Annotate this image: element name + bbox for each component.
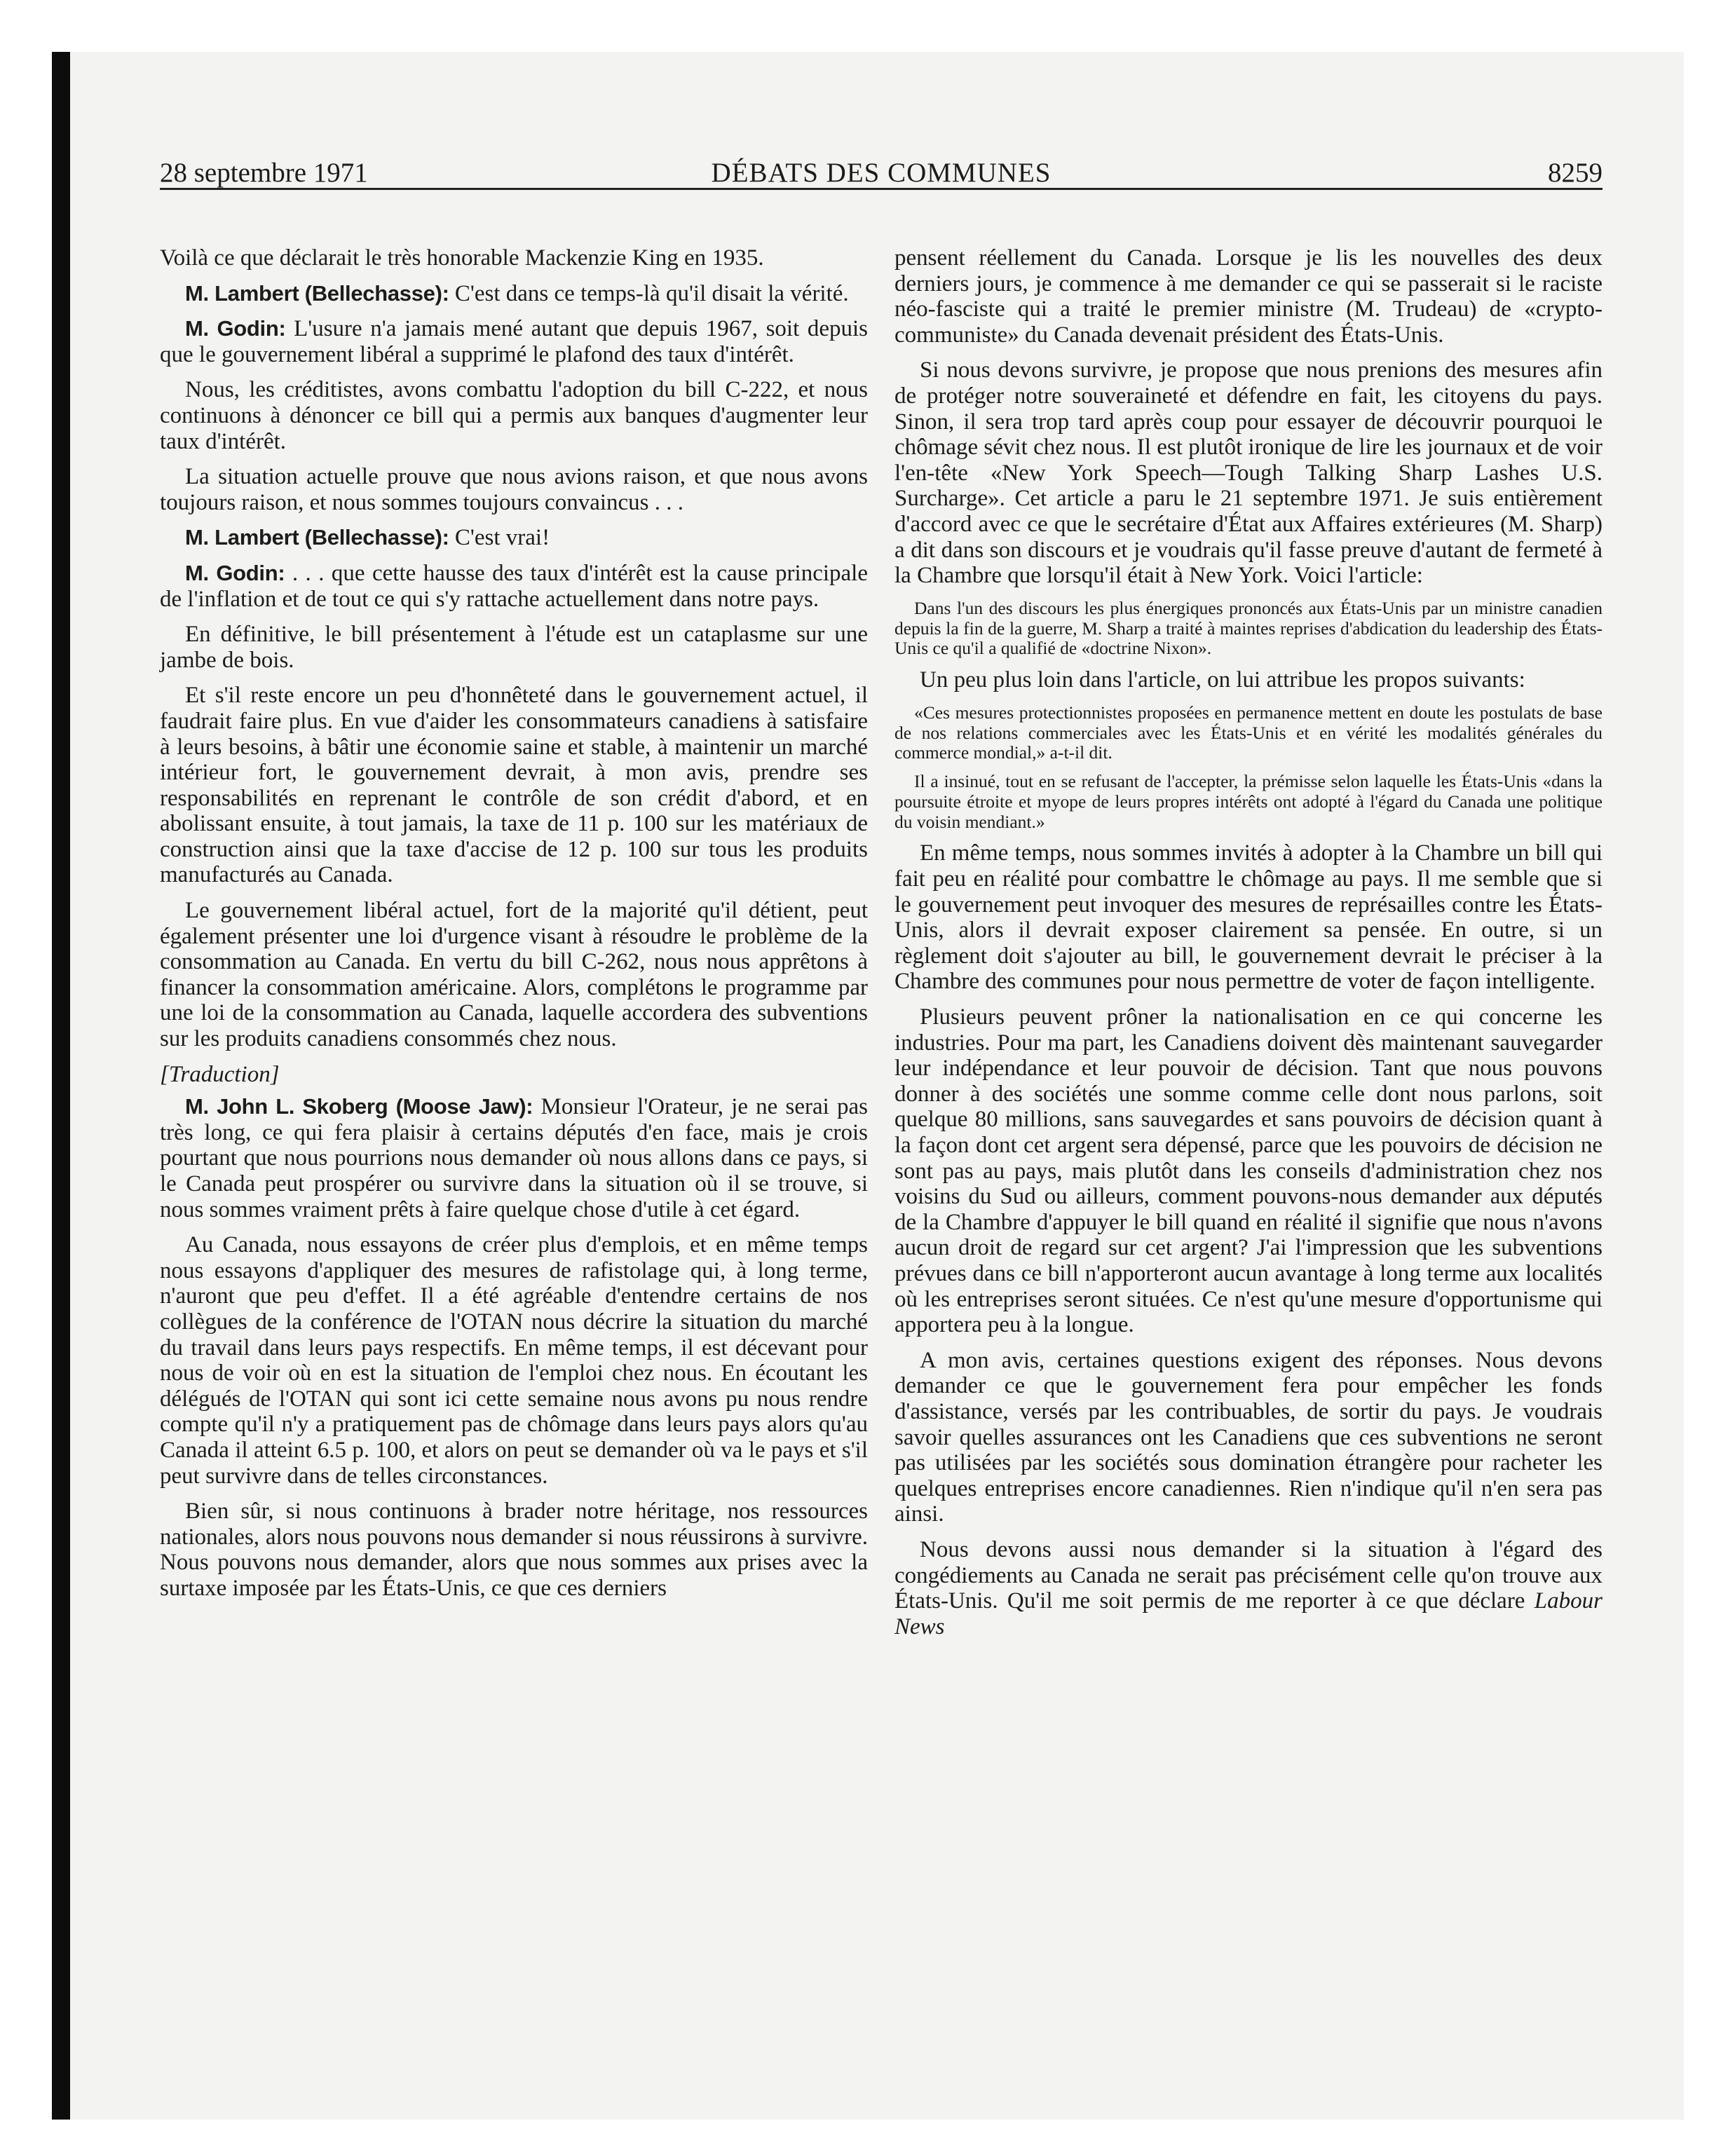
speaker-name: M. Lambert (Bellechasse): xyxy=(185,525,449,550)
right-column xyxy=(894,245,1603,1649)
block-quote: Il a insinué, tout en se refusant de l'accepter, la prémisse selon laquelle les États-Unis «dans la poursuite étroite et myope de leurs propres intérêts ont adopté à l'égard du Canada une politique du voisin mendiant.» xyxy=(894,771,1603,832)
paragraph: Le gouvernement libéral actuel, fort de la majorité qu'il détient, peut également présenter une loi d'urgence visant à résoudre le problème de la consommation au Canada. En vertu du bill C-262, nous nous apprêtons à financer la consommation américaine. Alors, complétons le programme par une loi de la consommation au Canada, laquelle accordera des subventions sur les produits canadiens consommés chez nous. xyxy=(160,898,868,1052)
speaker-name: M. Godin: xyxy=(185,560,285,585)
paragraph: Si nous devons survivre, je propose que nous prenions des mesures afin de protéger notre souveraineté et défendre en fait, les citoyens du pays. Sinon, il sera trop tard après coup pour essayer de découvrir pourquoi le chômage sévit chez nous. Il est plutôt ironique de lire les journaux et de voir l'en-tête «New York Speech—Tough Talking Sharp Lashes U.S. Surcharge». Cet article a paru le 21 septembre 1971. Je suis entièrement d'accord avec ce que le secrétaire d'État aux Affaires extérieures (M. Sharp) a dit dans son discours et je voudrais qu'il fasse preuve d'autant de fermeté à la Chambre que lorsqu'il était à New York. Voici l'article: xyxy=(894,357,1603,589)
header-date: 28 septembre 1971 xyxy=(160,158,368,188)
paragraph xyxy=(160,1094,868,1222)
paragraph xyxy=(160,561,868,612)
paragraph xyxy=(160,281,868,307)
speech-text: L'usure n'a jamais mené autant que depuis 1967, soit depuis que le gouvernement libéral a supprimé le plafond des taux d'intérêt. xyxy=(160,316,868,367)
paragraph: Voilà ce que déclarait le très honorable Mackenzie King en 1935. xyxy=(160,245,764,271)
speaker-name: M. Godin: xyxy=(185,316,286,341)
paragraph: La situation actuelle prouve que nous avions raison, et que nous avons toujours raison, et nous sommes toujours convaincus . . . xyxy=(160,464,868,515)
paragraph: Plusieurs peuvent prôner la nationalisation en ce qui concerne les industries. Pour ma part, les Canadiens doivent dès maintenant sauvegarder leur indépendance et leur pouvoir de décision. Tant que nous pouvons donner à des sociétés une somme comme celle dont nous parlons, soit quelque 80 millions, sans sauvegardes et sans pouvoirs de décision quant à la façon dont cet argent sera dépensé, parce que les pouvoirs de décision ne sont pas au pays, mais plutôt dans les conseils d'administration chez nos voisins du Sud ou ailleurs, comment pouvons-nous demander aux députés de la Chambre d'appuyer le bill quand en réalité il signifie que nous n'avons aucun droit de regard sur cet argent? J'ai l'impression que les subventions prévues dans ce bill n'apporteront aucun avantage à long terme aux localités où les entreprises seront situées. Ce n'est qu'une mesure d'opportunisme qui apportera peu à la longue. xyxy=(894,1004,1603,1338)
speaker-name: M. John L. Skoberg (Moose Jaw): xyxy=(185,1094,533,1119)
header-title: DÉBATS DES COMMUNES xyxy=(711,158,1052,188)
running-header xyxy=(160,156,1603,191)
left-column xyxy=(160,245,868,1611)
header-page-number: 8259 xyxy=(1548,158,1603,188)
paragraph xyxy=(160,316,868,367)
publication-title: Labour News xyxy=(894,1588,1603,1639)
paragraph: pensent réellement du Canada. Lorsque je lis les nouvelles des deux derniers jours, je commence à me demander ce qui se passerait si le raciste néo-fasciste qui a traité le premier ministre (M. Trudeau) de «crypto-communiste» du Canada devenait président des États-Unis. xyxy=(894,245,1603,348)
paragraph: Un peu plus loin dans l'article, on lui attribue les propos suivants: xyxy=(920,667,1525,693)
translation-tag: [Traduction] xyxy=(160,1061,280,1087)
paragraph xyxy=(160,525,868,551)
paragraph: Au Canada, nous essayons de créer plus d'emplois, et en même temps nous essayons d'appliquer des mesures de rafistolage qui, à long terme, n'auront que peu d'effet. Il a été agréable d'entendre certains de nos collègues de la conférence de l'OTAN nous décrire la situation du marché du travail dans leurs pays respectifs. En même temps, il est décevant pour nous de voir où en est la situation de l'emploi chez nous. En écoutant les délégués de l'OTAN qui sont ici cette semaine nous avons pu nous rendre compte qu'il n'y a pratiquement pas de chômage dans leurs pays alors qu'au Canada il atteint 6.5 p. 100, et alors on peut se demander où va le pays et s'il peut survivre dans de telles circonstances. xyxy=(160,1232,868,1489)
paragraph-text: Nous devons aussi nous demander si la situation à l'égard des congédiements au Canada ne serait pas précisément celle qu'on trouve aux États-Unis. Qu'il me soit permis de me reporter à ce que déclare xyxy=(894,1536,1603,1614)
paragraph xyxy=(894,1537,1603,1639)
block-quote: «Ces mesures protectionnistes proposées en permanence mettent en doute les postulats de base de nos relations commerciales avec les États-Unis et en vérité les modalités générales du commerce mondial,» a-t-il dit. xyxy=(894,702,1603,763)
speech-text: C'est vrai! xyxy=(449,525,550,551)
block-quote: Dans l'un des discours les plus énergiques prononcés aux États-Unis par un ministre canadien depuis la fin de la guerre, M. Sharp a traité à maintes reprises d'abdication du leadership des États-Unis ce qu'il a qualifié de «doctrine Nixon». xyxy=(894,597,1603,659)
paragraph: Et s'il reste encore un peu d'honnêteté dans le gouvernement actuel, il faudrait faire plus. En vue d'aider les consommateurs canadiens à satisfaire à leurs besoins, à bâtir une économie saine et stable, à maintenir un marché intérieur fort, le gouvernement devrait, à mon avis, prendre ses responsabilités en reprenant le contrôle de son crédit d'abord, et en abolissant ensuite, à tout jamais, la taxe de 11 p. 100 sur les matériaux de construction ainsi que la taxe d'accise de 12 p. 100 sur tous les produits manufacturés au Canada. xyxy=(160,683,868,888)
binding-edge xyxy=(52,52,70,2120)
paragraph: En même temps, nous sommes invités à adopter à la Chambre un bill qui fait peu en réalité pour combattre le chômage au pays. Il me semble que si le gouvernement peut invoquer des mesures de représailles contre les États-Unis, alors il devrait exposer clairement sa pensée. En outre, si un règlement doit s'ajouter au bill, le gouvernement devrait le préciser à la Chambre des communes pour nous permettre de voter de façon intelligente. xyxy=(894,840,1603,995)
speech-text: C'est dans ce temps-là qu'il disait la vérité. xyxy=(449,280,849,306)
speaker-name: M. Lambert (Bellechasse): xyxy=(185,280,449,306)
paragraph: Bien sûr, si nous continuons à brader notre héritage, nos ressources nationales, alors nous pouvons nous demander si nous réussirons à survivre. Nous pouvons nous demander, alors que nous sommes aux prises avec la surtaxe imposée par les États-Unis, ce que ces derniers xyxy=(160,1499,868,1601)
header-rule xyxy=(160,188,1603,190)
paragraph: A mon avis, certaines questions exigent des réponses. Nous devons demander ce que le gouvernement fera pour empêcher les fonds d'assistance, versés par les contribuables, de sortir du pays. Je voudrais savoir quelles assurances ont les Canadiens que ces subventions ne seront pas utilisées par les sociétés sous domination étrangère pour racheter les quelques entreprises encore canadiennes. Rien n'indique qu'il n'en sera pas ainsi. xyxy=(894,1347,1603,1527)
paragraph: Nous, les créditistes, avons combattu l'adoption du bill C-222, et nous continuons à dénoncer ce bill qui a permis aux banques d'augmenter leur taux d'intérêt. xyxy=(160,377,868,454)
speech-text: . . . que cette hausse des taux d'intérêt est la cause principale de l'inflation et de tout ce qui s'y rattache actuellement dans notre pays. xyxy=(160,560,868,612)
speech-text: Monsieur l'Orateur, je ne serai pas très long, ce qui fera plaisir à certains députés d'en face, mais je crois pourtant que nous pourrions nous demander où nous allons dans ce pays, si le Canada peut prospérer ou survivre dans la situation où il se trouve, si nous sommes vraiment prêts à faire quelque chose d'utile à cet égard. xyxy=(160,1094,868,1222)
paragraph: En définitive, le bill présentement à l'étude est un cataplasme sur une jambe de bois. xyxy=(160,622,868,673)
